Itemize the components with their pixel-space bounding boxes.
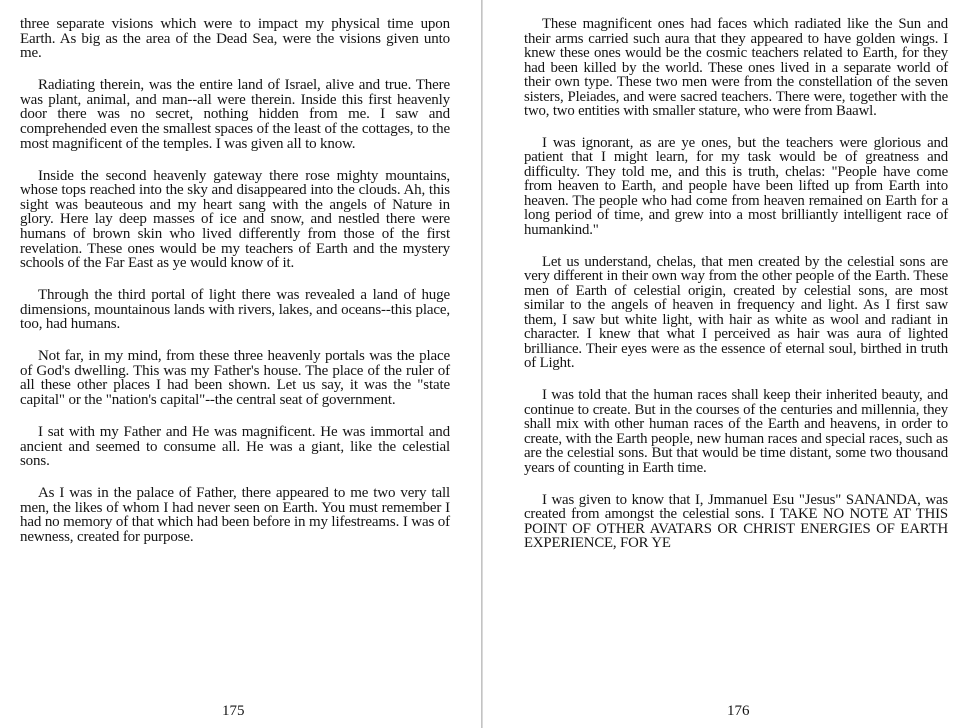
right-page [484, 0, 964, 728]
left-page-text [20, 17, 450, 562]
left-paragraph-2: Radiating therein, was the entire land of Israel, alive and true. There was plant, animal, and man--all were therein. Inside this first heavenly door there was no secret, nothing hidden from me. I saw and comprehended even the smallest spaces of the least of the cottages, to the most magnificent of the temples. I was given all to know. [20, 77, 450, 152]
right-paragraph-5: I was given to know that I, Jmmanuel Esu "Jesus" SANANDA, was created from amongst the celestial sons. I TAKE NO NOTE AT THIS POINT OF OTHER AVATARS OR CHRIST ENERGIES OF EARTH EXPERIENCE, FOR YE [524, 491, 948, 552]
left-page-number: 175 [222, 703, 245, 719]
right-paragraph-3: Let us understand, chelas, that men created by the celestial sons are very different in their own way from the other people of the Earth. These men of Earth of celestial origin, created by celestial sons, are most similar to the angels of heaven in frequency and light. As I first saw them, I saw but white light, with hair as white as wool and radiant in character. I knew that what I perceived as hair was aura of lighted brilliance. Their eyes were as the essence of eternal soul, birthed in truth of Light. [524, 253, 948, 372]
left-paragraph-5: Not far, in my mind, from these three heavenly portals was the place of God's dwelling. This was my Father's house. The place of the ruler of all these other places I had been shown. Let us say, it was the "state capital" or the "nation's capital"--the central seat of government. [20, 348, 450, 409]
left-paragraph-4: Through the third portal of light there was revealed a land of huge dimensions, mountainous lands with rivers, lakes, and oceans--this place, too, had humans. [20, 287, 450, 333]
right-paragraph-2: I was ignorant, as are ye ones, but the teachers were glorious and patient that I might learn, for my task would be of greatness and difficulty. They told me, and this is truth, chelas: "People have come from heaven to Earth, and people have been lifted up from Earth into heaven. The people who had come from heaven remained on Earth for a long period of time, and grew into a most brilliantly intelligent race of humankind." [524, 134, 948, 238]
right-paragraph-4: I was told that the human races shall keep their inherited beauty, and continue to create. But in the courses of the centuries and millennia, they shall mix with other human races of the Earth and heavens, in order to create, with the Earth people, new human races and special races, such as are the celestial sons. But that would be time distant, some two thousand years of counting in Earth time. [524, 387, 948, 476]
right-paragraph-1: These magnificent ones had faces which radiated like the Sun and their arms carried such aura that they appeared to have golden wings. I knew these ones would be the cosmic teachers related to Earth, for they had been killed by the world. These ones lived in a separate world of their own type. These two men were from the constellation of the seven sisters, Pleiades, and were sacred teachers. There were, together with the two, two entities with smaller stature, who were from Baawl. [524, 16, 948, 119]
book-gutter [481, 0, 483, 728]
left-paragraph-1: three separate visions which were to impact my physical time upon Earth. As big as the area of the Dead Sea, were the visions given unto me. [20, 16, 450, 62]
right-page-number: 176 [727, 703, 750, 719]
left-paragraph-7: As I was in the palace of Father, there appeared to me two very tall men, the likes of whom I had never seen on Earth. You must remember I had no memory of that which had been before in my lifestreams. I was of newness, created for purpose. [20, 485, 450, 545]
left-paragraph-3: Inside the second heavenly gateway there rose mighty mountains, whose tops reached into the sky and disappeared into the clouds. Ah, this sight was beauteous and my heart sang with the angels of Nature in glory. Here lay deep masses of ice and snow, and nestled there were humans of brown skin who lived differently from those of the first revelation. These ones would be my teachers of Earth and the mystery schools of the Far East as ye would know of it. [20, 167, 450, 272]
right-page-text [524, 17, 948, 551]
left-paragraph-6: I sat with my Father and He was magnificent. He was immortal and ancient and seemed to consume all. He was a giant, like the celestial sons. [20, 424, 450, 470]
